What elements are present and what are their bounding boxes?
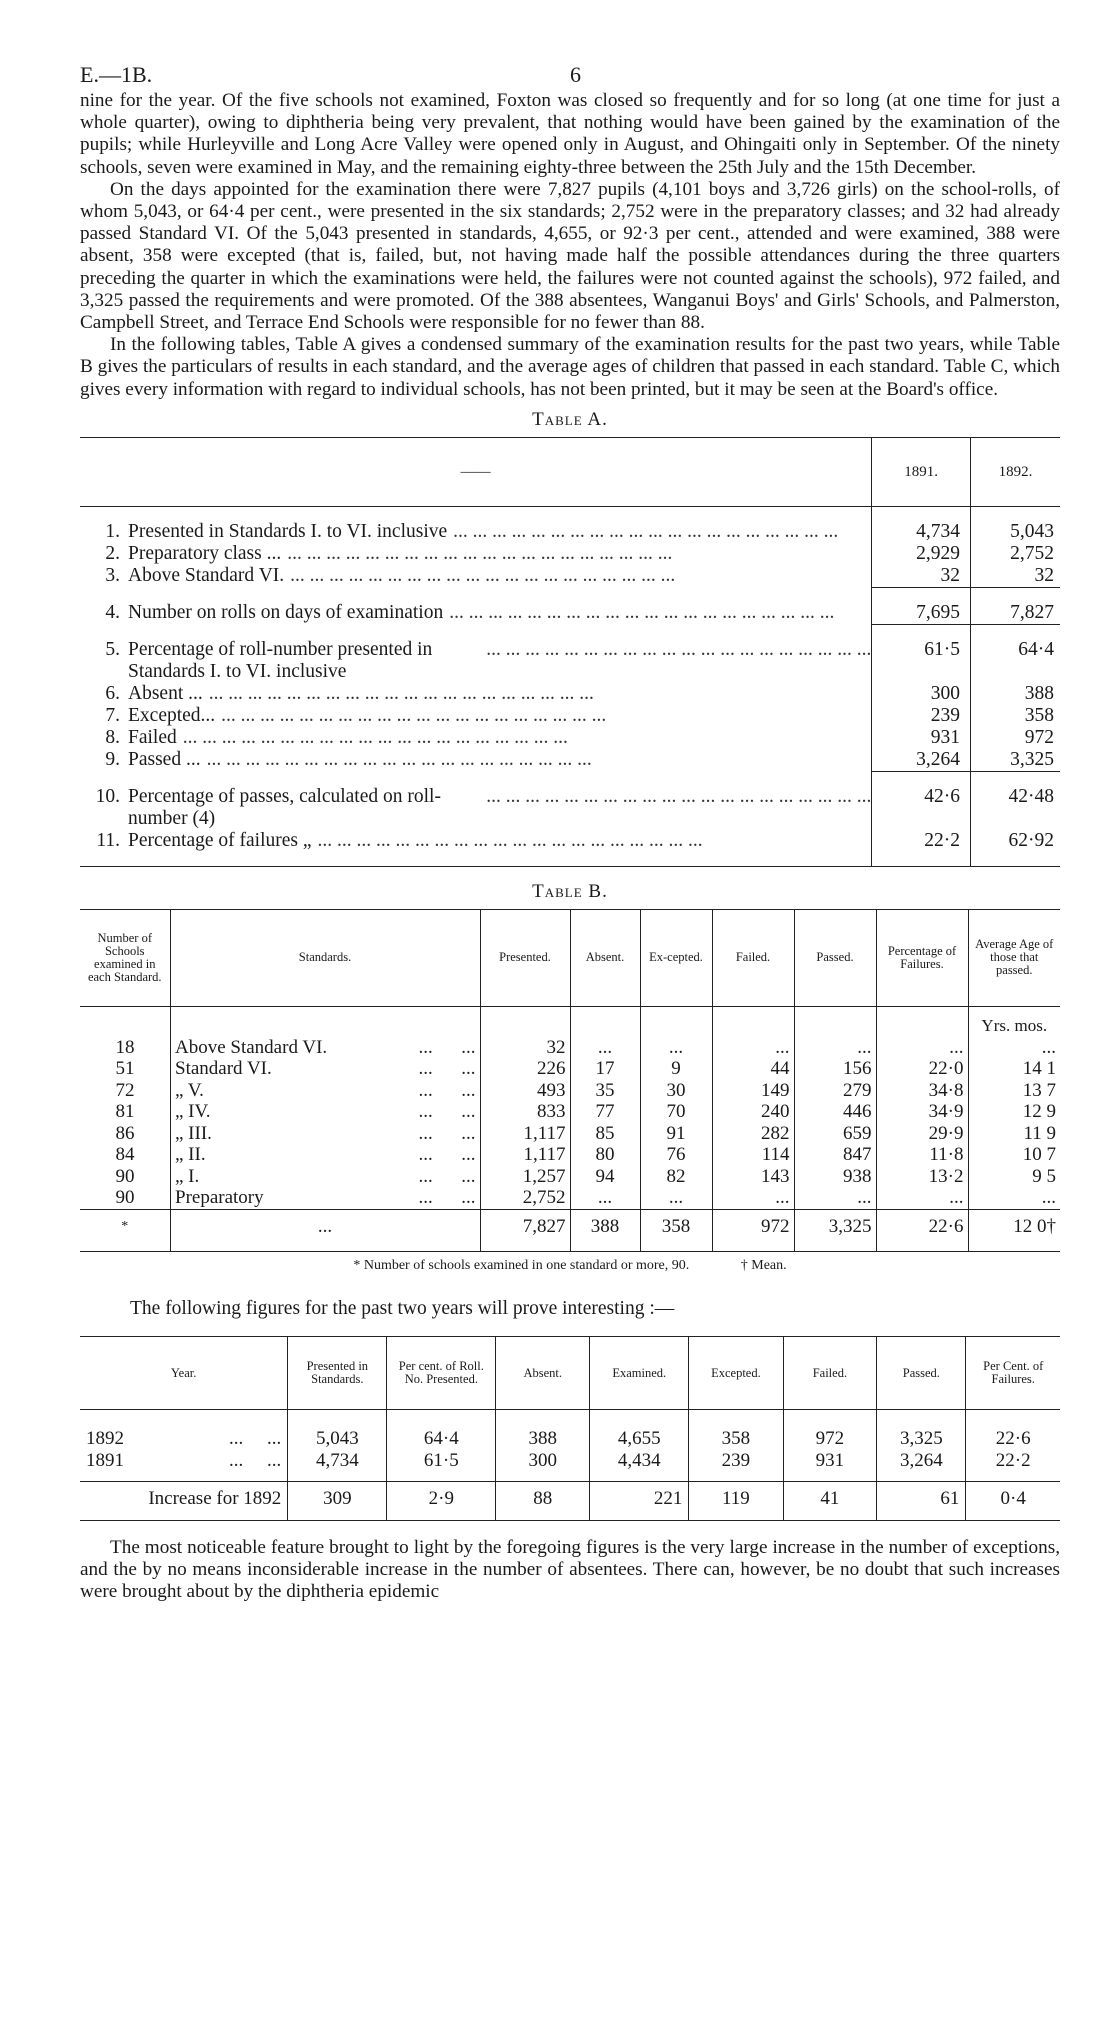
gap-cell bbox=[872, 506, 971, 521]
paragraph-1: nine for the year. Of the five schools not examined, Foxton was closed so frequently and for so long (at one time for just a whole quarter), owing to diphtheria being very prevalent, that nothing would have been gained by the examination of the pupils; while Hurleyville and Long Acre Valley were opened only in August, and Ohingaiti only in September. Of the ninety schools, seven were examined in May, and the remaining eighty-three between the 25th July and the 15th December. bbox=[80, 90, 1060, 178]
table-a-label-cell bbox=[80, 639, 872, 683]
cell-failed: 282 bbox=[712, 1123, 794, 1145]
cell-standard bbox=[170, 1101, 480, 1123]
row-number: 3. bbox=[105, 564, 120, 586]
footnote-star: * Number of schools examined in one standard or more, 90. bbox=[353, 1258, 690, 1274]
cell-excepted: 70 bbox=[640, 1101, 712, 1123]
cell-excepted: 76 bbox=[640, 1144, 712, 1166]
cell-failed: 143 bbox=[712, 1166, 794, 1188]
gap-cell bbox=[80, 852, 872, 867]
th-excepted: Ex-cepted. bbox=[640, 909, 712, 1006]
value-1891: 239 bbox=[872, 705, 971, 727]
document-reference: E.—1B. bbox=[80, 62, 153, 87]
th-passed: Passed. bbox=[794, 909, 876, 1006]
table-a-label-cell bbox=[80, 727, 872, 749]
table-b bbox=[80, 909, 1060, 1253]
cell-absent: 85 bbox=[570, 1123, 640, 1145]
row-number: 5. bbox=[105, 638, 120, 660]
cell-absent: 300 bbox=[496, 1450, 590, 1472]
cell-passed: 3,325 bbox=[877, 1428, 966, 1450]
table-a-label-cell bbox=[80, 683, 872, 705]
cell-pct: ... bbox=[876, 1187, 968, 1209]
leader-dots: ... ... bbox=[390, 1101, 476, 1123]
cell-presented: 4,734 bbox=[288, 1450, 387, 1472]
value-1892: 2,752 bbox=[970, 543, 1060, 565]
table-a-label bbox=[80, 602, 871, 624]
cell-age: 13 7 bbox=[968, 1080, 1060, 1102]
th-c-examined: Examined. bbox=[590, 1337, 689, 1410]
cell-failed: 931 bbox=[783, 1450, 877, 1472]
leader-dots: ... ... ... ... ... ... ... ... ... ... ... ... ... ... ... ... ... ... ... ... bbox=[208, 682, 594, 704]
th-schools: Number of Schools examined in each Standard. bbox=[80, 909, 170, 1006]
leader-dots: ... ... bbox=[390, 1165, 476, 1187]
cell-absent: 77 bbox=[570, 1101, 640, 1123]
total-schools: * bbox=[80, 1209, 170, 1252]
cell-pct: ... bbox=[876, 1037, 968, 1059]
increase-passed: 61 bbox=[877, 1482, 966, 1521]
table-a-label-cell bbox=[80, 749, 872, 772]
standard-name: Above Standard VI. bbox=[175, 1036, 328, 1058]
value-1891: 32 bbox=[872, 565, 971, 588]
gap-cell bbox=[872, 852, 971, 867]
cell-absent: 35 bbox=[570, 1080, 640, 1102]
value-1892: 388 bbox=[970, 683, 1060, 705]
page-header bbox=[80, 0, 1060, 90]
table-a-row bbox=[80, 786, 1060, 830]
cell-passed: ... bbox=[794, 1187, 876, 1209]
leader-dots: ... ... ... ... ... ... ... ... ... ... ... ... ... ... ... ... ... ... ... ... bbox=[206, 748, 592, 770]
cell-failed: 149 bbox=[712, 1080, 794, 1102]
increase-failed: 41 bbox=[783, 1482, 877, 1521]
row-label: Above Standard VI. bbox=[128, 564, 285, 586]
value-1891: 7,695 bbox=[872, 602, 971, 625]
cell-schools: 90 bbox=[115, 1187, 135, 1209]
cell-schools: 18 bbox=[115, 1036, 135, 1058]
table-a-year-1892: 1892. bbox=[970, 437, 1060, 506]
gap-cell bbox=[80, 587, 872, 602]
table-a-label bbox=[80, 683, 871, 705]
table-b-row bbox=[80, 1166, 1060, 1188]
table-a-label-cell bbox=[80, 830, 872, 852]
row-label: Percentage of failures „ bbox=[128, 829, 312, 851]
cell-absent: ... bbox=[570, 1037, 640, 1059]
table-a-gap bbox=[80, 852, 1060, 867]
leader-dots: ... ... ... ... ... ... ... ... ... ... ... ... ... ... ... ... ... ... ... ... bbox=[453, 520, 839, 542]
cell-examined: 4,434 bbox=[590, 1450, 689, 1472]
document-page bbox=[80, 0, 1060, 1603]
table-a-label-cell bbox=[80, 565, 872, 588]
gap-cell bbox=[970, 506, 1060, 521]
comparison-spacer bbox=[80, 1410, 1060, 1429]
cell-pct_roll: 61·5 bbox=[387, 1450, 496, 1472]
row-number: 9. bbox=[105, 748, 120, 770]
gap-cell bbox=[80, 624, 872, 639]
increase-label: Increase for 1892 bbox=[80, 1482, 288, 1521]
table-a-row bbox=[80, 521, 1060, 543]
leader-dots: ... ... bbox=[390, 1036, 476, 1058]
value-1891: 4,734 bbox=[872, 521, 971, 543]
table-b-total-row bbox=[80, 1209, 1060, 1252]
cell-excepted: 82 bbox=[640, 1166, 712, 1188]
value-1892: 32 bbox=[970, 565, 1060, 588]
gap-cell bbox=[80, 506, 872, 521]
table-a-row bbox=[80, 602, 1060, 625]
row-label: Presented in Standards I. to VI. inclusive bbox=[128, 520, 448, 542]
cell-standard bbox=[170, 1080, 480, 1102]
cell-standard bbox=[170, 1166, 480, 1188]
table-a-row bbox=[80, 705, 1060, 727]
cell-presented: 5,043 bbox=[288, 1428, 387, 1450]
cell-pct_fail: 22·2 bbox=[966, 1450, 1060, 1472]
table-b-row bbox=[80, 1123, 1060, 1145]
table-b-row bbox=[80, 1058, 1060, 1080]
value-1891: 22·2 bbox=[872, 830, 971, 852]
footnote-dagger: † Mean. bbox=[740, 1258, 787, 1274]
paragraph-2: On the days appointed for the examination there were 7,827 pupils (4,101 boys and 3,726 girls) on the school-rolls, of whom 5,043, or 64·4 per cent., were presented in the six standards; 2,752 were in the preparatory classes; and 32 had already passed Standard VI. Of the 5,043 presented in standards, 4,655, or 92·3 per cent., attended and were examined, 388 were absent, 358 were excepted (that is, failed, but, not having made half the possible attendances during the three quarters preceding the quarter in which the examinations were held, the failures were not counted against the schools), 972 failed, and 3,325 passed the requirements and were promoted. Of the 388 absentees, Wanganui Boys' and Girls' Schools, and Palmerston, Campbell Street, and Terrace End Schools were responsible for no fewer than 88. bbox=[80, 178, 1060, 334]
cell-pct: 22·0 bbox=[876, 1058, 968, 1080]
leader-dots: ... ... bbox=[390, 1144, 476, 1166]
leader-dots: ... ... ... ... ... ... ... ... ... ... ... ... ... ... ... ... ... ... ... ... bbox=[290, 564, 676, 586]
cell-standard bbox=[170, 1187, 480, 1209]
leader-dots: ... ... bbox=[210, 1428, 282, 1450]
value-1891: 931 bbox=[872, 727, 971, 749]
comparison-intro: The following figures for the past two years will prove interesting :— bbox=[130, 1298, 675, 1320]
comparison-row bbox=[80, 1450, 1060, 1472]
value-1892: 42·48 bbox=[970, 786, 1060, 830]
increase-presented: 309 bbox=[288, 1482, 387, 1521]
cell-presented: 2,752 bbox=[480, 1187, 570, 1209]
comparison-body bbox=[80, 1428, 1060, 1471]
value-1891: 300 bbox=[872, 683, 971, 705]
leader-dots: ... ... bbox=[390, 1122, 476, 1144]
cell-passed: 156 bbox=[794, 1058, 876, 1080]
cell-passed: 659 bbox=[794, 1123, 876, 1145]
cell-pct: 29·9 bbox=[876, 1123, 968, 1145]
table-a-row bbox=[80, 683, 1060, 705]
comparison-table bbox=[80, 1336, 1060, 1521]
total-absent: 388 bbox=[570, 1209, 640, 1252]
table-a-row bbox=[80, 749, 1060, 772]
th-standards: Standards. bbox=[170, 909, 480, 1006]
cell-age: ... bbox=[968, 1187, 1060, 1209]
cell-excepted: 91 bbox=[640, 1123, 712, 1145]
leader-dots: ... ... ... ... ... ... ... ... ... ... ... ... ... ... ... ... ... ... ... ... bbox=[449, 601, 835, 623]
cell-passed: 938 bbox=[794, 1166, 876, 1188]
value-1891: 42·6 bbox=[872, 786, 971, 830]
th-c-excepted: Excepted. bbox=[689, 1337, 783, 1410]
table-b-row bbox=[80, 1144, 1060, 1166]
cell-excepted: ... bbox=[640, 1187, 712, 1209]
value-1892: 5,043 bbox=[970, 521, 1060, 543]
table-b-row bbox=[80, 1037, 1060, 1059]
table-a-label bbox=[80, 639, 871, 683]
cell-age: 10 7 bbox=[968, 1144, 1060, 1166]
value-1892: 7,827 bbox=[970, 602, 1060, 625]
cell-presented: 833 bbox=[480, 1101, 570, 1123]
th-pct-roll: Per cent. of Roll. No. Presented. bbox=[387, 1337, 496, 1410]
gap-cell bbox=[970, 771, 1060, 786]
th-presented-standards: Presented in Standards. bbox=[288, 1337, 387, 1410]
table-b-row bbox=[80, 1080, 1060, 1102]
value-1892: 64·4 bbox=[970, 639, 1060, 683]
cell-standard bbox=[170, 1123, 480, 1145]
row-label: Absent ... bbox=[128, 682, 203, 704]
cell-excepted: 30 bbox=[640, 1080, 712, 1102]
cell-presented: 1,257 bbox=[480, 1166, 570, 1188]
cell-standard bbox=[170, 1144, 480, 1166]
cell-presented: 493 bbox=[480, 1080, 570, 1102]
total-age: 12 0† bbox=[968, 1209, 1060, 1252]
gap-cell bbox=[872, 624, 971, 639]
gap-cell bbox=[872, 587, 971, 602]
total-failed: 972 bbox=[712, 1209, 794, 1252]
table-a-label bbox=[80, 727, 871, 749]
table-a-year-1891: 1891. bbox=[872, 437, 971, 506]
cell-schools: 84 bbox=[115, 1144, 135, 1166]
cell-age: ... bbox=[968, 1037, 1060, 1059]
table-a-row bbox=[80, 565, 1060, 588]
cell-failed: 972 bbox=[783, 1428, 877, 1450]
table-a-head-dash: —— bbox=[80, 437, 872, 506]
cell-presented: 226 bbox=[480, 1058, 570, 1080]
row-label: Failed bbox=[128, 726, 177, 748]
year-value: 1892 bbox=[86, 1428, 124, 1450]
leader-dots: ... ... ... ... ... ... ... ... ... ... ... ... ... ... ... ... ... ... ... ... bbox=[287, 542, 673, 564]
th-presented: Presented. bbox=[480, 909, 570, 1006]
cell-presented: 32 bbox=[480, 1037, 570, 1059]
gap-cell bbox=[970, 587, 1060, 602]
cell-age: 11 9 bbox=[968, 1123, 1060, 1145]
increase-excepted: 119 bbox=[689, 1482, 783, 1521]
table-b-row bbox=[80, 1101, 1060, 1123]
comparison-spacer-2 bbox=[80, 1471, 1060, 1482]
cell-age: 12 9 bbox=[968, 1101, 1060, 1123]
table-b-header bbox=[80, 909, 1060, 1006]
leader-dots: ... ... ... ... ... ... ... ... ... ... ... ... ... ... ... ... ... ... ... ... bbox=[221, 704, 607, 726]
increase-pct-fail: 0·4 bbox=[966, 1482, 1060, 1521]
row-number: 1. bbox=[105, 520, 120, 542]
cell-schools: 81 bbox=[115, 1101, 135, 1123]
table-a-label bbox=[80, 543, 871, 565]
leader-dots: ... ... bbox=[210, 1449, 282, 1471]
cell-schools: 72 bbox=[115, 1079, 135, 1101]
increase-row bbox=[80, 1482, 1060, 1521]
total-excepted: 358 bbox=[640, 1209, 712, 1252]
cell-absent: ... bbox=[570, 1187, 640, 1209]
year-value: 1891 bbox=[86, 1449, 124, 1471]
cell-pct_roll: 64·4 bbox=[387, 1428, 496, 1450]
table-a-label bbox=[80, 830, 871, 852]
cell-pct: 34·9 bbox=[876, 1101, 968, 1123]
row-number: 6. bbox=[105, 682, 120, 704]
row-label: Percentage of roll-number presented in Standards I. to VI. inclusive bbox=[128, 638, 433, 682]
cell-absent: 17 bbox=[570, 1058, 640, 1080]
table-a-label bbox=[80, 705, 871, 727]
leader-dots: ... ... ... ... ... ... ... ... ... ... ... ... ... ... ... ... ... ... ... ... bbox=[182, 726, 568, 748]
total-presented: 7,827 bbox=[480, 1209, 570, 1252]
table-a-label-cell bbox=[80, 521, 872, 543]
gap-cell bbox=[970, 852, 1060, 867]
table-a-label bbox=[80, 749, 871, 771]
leader-dots: ... ... ... ... ... ... ... ... ... ... ... ... ... ... ... ... ... ... ... ... bbox=[486, 638, 872, 660]
table-b-footnotes bbox=[80, 1258, 1060, 1274]
leader-dots: ... ... bbox=[390, 1058, 476, 1080]
leader-dots: ... ... ... ... ... ... ... ... ... ... ... ... ... ... ... ... ... ... ... ... bbox=[486, 785, 872, 807]
table-a-gap bbox=[80, 624, 1060, 639]
cell-passed: 3,264 bbox=[877, 1450, 966, 1472]
standard-name: Standard VI. bbox=[175, 1058, 272, 1080]
row-number: 10. bbox=[95, 785, 120, 807]
comparison-header bbox=[80, 1337, 1060, 1410]
cell-pct: 11·8 bbox=[876, 1144, 968, 1166]
gap-cell bbox=[872, 771, 971, 786]
value-1892: 62·92 bbox=[970, 830, 1060, 852]
total-passed: 3,325 bbox=[794, 1209, 876, 1252]
table-a-label-cell bbox=[80, 602, 872, 625]
cell-schools: 90 bbox=[115, 1165, 135, 1187]
cell-presented: 1,117 bbox=[480, 1123, 570, 1145]
th-absent: Absent. bbox=[570, 909, 640, 1006]
table-a-caption: Table A. bbox=[532, 408, 608, 430]
row-number: 2. bbox=[105, 542, 120, 564]
comparison-row bbox=[80, 1428, 1060, 1450]
gap-cell bbox=[970, 624, 1060, 639]
cell-schools: 51 bbox=[115, 1058, 135, 1080]
value-1891: 61·5 bbox=[872, 639, 971, 683]
table-a-gap bbox=[80, 771, 1060, 786]
table-a-label bbox=[80, 786, 871, 830]
row-label: Number on rolls on days of examination bbox=[128, 601, 444, 623]
page-number: 6 bbox=[570, 62, 581, 87]
cell-excepted: ... bbox=[640, 1037, 712, 1059]
th-c-failed: Failed. bbox=[783, 1337, 877, 1410]
value-1892: 972 bbox=[970, 727, 1060, 749]
cell-schools: 86 bbox=[115, 1122, 135, 1144]
cell-passed: 847 bbox=[794, 1144, 876, 1166]
age-units: Yrs. mos. bbox=[968, 1006, 1060, 1037]
row-label: Percentage of passes, calculated on roll-number (4) bbox=[128, 785, 441, 829]
increase-examined: 221 bbox=[590, 1482, 689, 1521]
cell-failed: ... bbox=[712, 1037, 794, 1059]
table-a-label bbox=[80, 565, 871, 587]
cell-pct: 34·8 bbox=[876, 1080, 968, 1102]
standard-name: „ V. bbox=[175, 1079, 204, 1101]
cell-failed: 114 bbox=[712, 1144, 794, 1166]
row-label: Excepted... bbox=[128, 704, 216, 726]
th-failed: Failed. bbox=[712, 909, 794, 1006]
cell-failed: 240 bbox=[712, 1101, 794, 1123]
cell-excepted: 9 bbox=[640, 1058, 712, 1080]
table-a-header bbox=[80, 437, 1060, 506]
cell-passed: ... bbox=[794, 1037, 876, 1059]
cell-presented: 1,117 bbox=[480, 1144, 570, 1166]
row-label: Passed ... bbox=[128, 748, 201, 770]
row-number: 7. bbox=[105, 704, 120, 726]
total-pct: 22·6 bbox=[876, 1209, 968, 1252]
cell-excepted: 358 bbox=[689, 1428, 783, 1450]
standard-name: „ III. bbox=[175, 1122, 212, 1144]
th-pct-failures: Percentage of Failures. bbox=[876, 909, 968, 1006]
leader-dots: ... ... ... ... ... ... ... ... ... ... ... ... ... ... ... ... ... ... ... ... bbox=[317, 829, 703, 851]
table-a-label-cell bbox=[80, 786, 872, 830]
standard-name: „ II. bbox=[175, 1144, 206, 1166]
table-a-row bbox=[80, 727, 1060, 749]
paragraph-3: In the following tables, Table A gives a condensed summary of the examination results for the past two years, while Table B gives the particulars of results in each standard, and the average ages of children that passed in each standard. Table C, which gives every information with regard to individual schools, has not been printed, but it may be seen at the Board's office. bbox=[80, 334, 1060, 400]
th-year: Year. bbox=[80, 1337, 288, 1410]
value-1892: 358 bbox=[970, 705, 1060, 727]
standard-name: „ IV. bbox=[175, 1101, 211, 1123]
increase-pct-roll: 2·9 bbox=[387, 1482, 496, 1521]
table-a-label-cell bbox=[80, 705, 872, 727]
table-a-gap bbox=[80, 587, 1060, 602]
cell-passed: 446 bbox=[794, 1101, 876, 1123]
increase-absent: 88 bbox=[496, 1482, 590, 1521]
th-c-absent: Absent. bbox=[496, 1337, 590, 1410]
table-b-row bbox=[80, 1187, 1060, 1209]
table-a-row bbox=[80, 830, 1060, 852]
cell-year bbox=[80, 1428, 287, 1450]
table-b-body bbox=[80, 1037, 1060, 1210]
total-standard: ... bbox=[170, 1209, 480, 1252]
cell-failed: ... bbox=[712, 1187, 794, 1209]
gap-cell bbox=[80, 771, 872, 786]
cell-standard bbox=[170, 1058, 480, 1080]
row-number: 11. bbox=[96, 829, 120, 851]
table-a-label-cell bbox=[80, 543, 872, 565]
standard-name: „ I. bbox=[175, 1165, 200, 1187]
row-number: 8. bbox=[105, 726, 120, 748]
cell-absent: 94 bbox=[570, 1166, 640, 1188]
cell-age: 9 5 bbox=[968, 1166, 1060, 1188]
cell-passed: 279 bbox=[794, 1080, 876, 1102]
th-c-passed: Passed. bbox=[877, 1337, 966, 1410]
cell-excepted: 239 bbox=[689, 1450, 783, 1472]
value-1891: 3,264 bbox=[872, 749, 971, 772]
cell-pct: 13·2 bbox=[876, 1166, 968, 1188]
cell-age: 14 1 bbox=[968, 1058, 1060, 1080]
table-a-gap bbox=[80, 506, 1060, 521]
leader-dots: ... ... bbox=[390, 1187, 476, 1209]
table-a-label bbox=[80, 521, 871, 543]
value-1891: 2,929 bbox=[872, 543, 971, 565]
cell-pct_fail: 22·6 bbox=[966, 1428, 1060, 1450]
table-a-row bbox=[80, 639, 1060, 683]
table-b-units-row bbox=[80, 1006, 1060, 1037]
table-a-body bbox=[80, 506, 1060, 866]
table-a bbox=[80, 437, 1060, 867]
cell-absent: 80 bbox=[570, 1144, 640, 1166]
row-number: 4. bbox=[105, 601, 120, 623]
value-1892: 3,325 bbox=[970, 749, 1060, 772]
cell-year bbox=[80, 1450, 287, 1472]
row-label: Preparatory class ... bbox=[128, 542, 282, 564]
leader-dots: ... ... bbox=[390, 1079, 476, 1101]
th-average-age: Average Age of those that passed. bbox=[968, 909, 1060, 1006]
th-c-pct-fail: Per Cent. of Failures. bbox=[966, 1337, 1060, 1410]
standard-name: Preparatory bbox=[175, 1187, 264, 1209]
cell-standard bbox=[170, 1037, 480, 1059]
table-b-caption: Table B. bbox=[532, 880, 608, 902]
table-a-row bbox=[80, 543, 1060, 565]
cell-examined: 4,655 bbox=[590, 1428, 689, 1450]
cell-failed: 44 bbox=[712, 1058, 794, 1080]
cell-absent: 388 bbox=[496, 1428, 590, 1450]
closing-paragraph: The most noticeable feature brought to light by the foregoing figures is the very large increase in the number of exceptions, and the by no means inconsiderable increase in the number of absentees. There can, however, be no doubt that such increases were brought about by the diphtheria epidemic bbox=[80, 1536, 1060, 1603]
